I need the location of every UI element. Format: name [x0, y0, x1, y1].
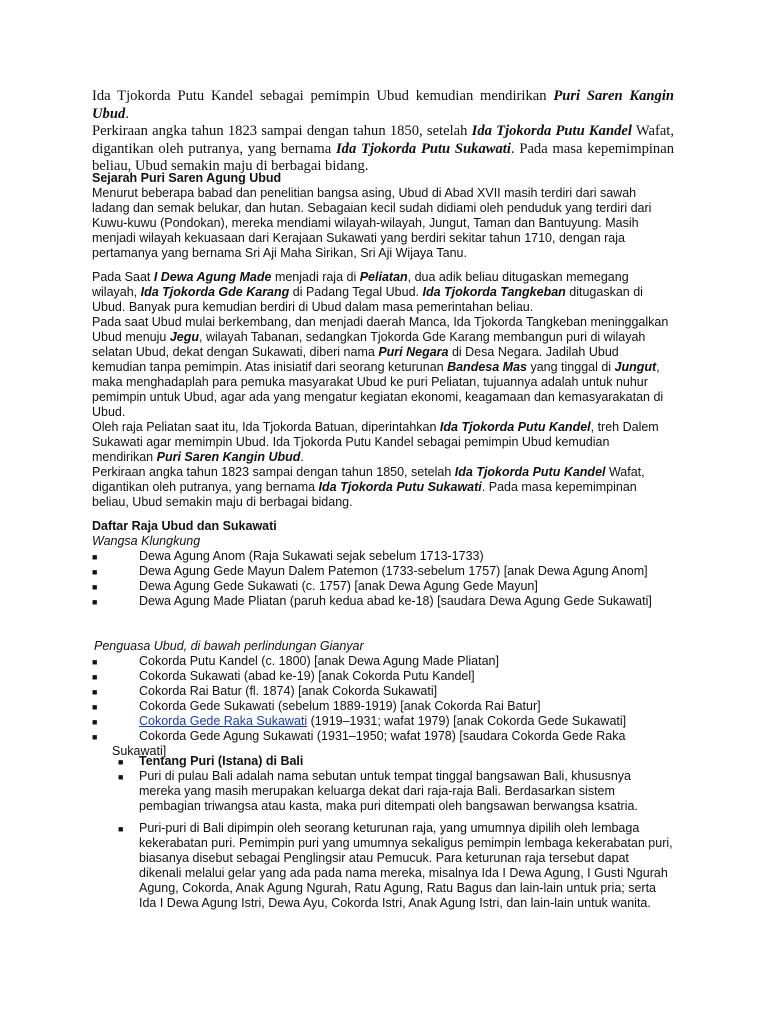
cokorda-gede-raka-sukawati-link[interactable]: Cokorda Gede Raka Sukawati [139, 714, 308, 728]
square-bullet-icon: ■ [92, 582, 98, 592]
list-item: ■ Cokorda Rai Batur (fl. 1874) [anak Cokorda Sukawati] [92, 684, 438, 698]
square-bullet-icon: ■ [92, 702, 98, 712]
square-bullet-icon: ■ [92, 717, 98, 727]
penguasa-ubud-subheading: Penguasa Ubud, di bawah perlindungan Gianyar [94, 639, 364, 653]
list-item: ■ Cokorda Gede Agung Sukawati (1931–1950; wafat 1978) [saudara Cokorda Gede Raka Sukawati] [92, 729, 626, 758]
sejarah-heading: Sejarah Puri Saren Agung Ubud [92, 171, 282, 185]
list-item: ■ Puri-puri di Bali dipimpin oleh seorang keturunan raja, yang umumnya dipilih oleh lembaga kekerabatan puri. Pemimpin puri yang umumnya sekaligus pemimpin lembaga kekerabatan puri, biasanya disebut sebagai Penglingsir atau Pemucuk. Para keturunan raja tersebut dapat dikenali melalui gelar yang ada pada nama mereka, misalnya Ida I Dewa Agung, I Gusti Ngurah Agung, Cokorda, Anak Agung Ngurah, Ratu Agung, Ratu Bagus dan lain-lain untuk pria; serta Ida I Dewa Agung Istri, Dewa Ayu, Cokorda Istri, Anak Agung Istri, dan lain-lain untuk wanita. [118, 821, 673, 910]
sejarah-paragraph-1: Menurut beberapa babad dan penelitian bangsa asing, Ubud di Abad XVII masih terdiri dari sawah ladang dan semak belukar, dan hutan. Sebagaian kecil sudah didiami oleh penduduk yang terdiri dari Kuwu-kuwu (Pondokan), mereka mendiami wilayah-wilayah, Jungut, Taman dan Bantuyung. Masih menjadi wilayah kekuasaan dari Kerajaan Sukawati yang berdiri sekitar tahun 1710, dengan raja pertamanya yang bernama Sri Aji Maha Sirikan, Sri Aji Wijaya Tanu. [92, 186, 652, 260]
list-item: ■ Cokorda Putu Kandel (c. 1800) [anak Dewa Agung Made Pliatan] [92, 654, 499, 668]
intro-section [92, 88, 674, 176]
square-bullet-icon: ■ [92, 657, 98, 667]
square-bullet-icon: ■ [92, 672, 98, 682]
sejarah-paragraph-2: Pada Saat I Dewa Agung Made menjadi raja di Peliatan, dua adik beliau ditugaskan memegang wilayah, Ida Tjokorda Gde Karang di Padang Tegal Ubud. Ida Tjokorda Tangkeban ditugaskan di Ubud. Banyak pura kemudian berdiri di Ubud dalam masa pemerintahan beliau. [92, 270, 643, 314]
square-bullet-icon: ■ [92, 732, 98, 742]
list-item: ■ Cokorda Sukawati (abad ke-19) [anak Cokorda Putu Kandel] [92, 669, 475, 683]
square-bullet-icon: ■ [118, 757, 124, 767]
tentang-heading: ■ Tentang Puri (Istana) di Bali [118, 754, 304, 768]
square-bullet-icon: ■ [92, 597, 98, 607]
list-item: ■ Dewa Agung Anom (Raja Sukawati sejak sebelum 1713-1733) [92, 549, 484, 563]
wangsa-klungkung-subheading: Wangsa Klungkung [92, 534, 201, 548]
square-bullet-icon: ■ [118, 772, 124, 782]
list-item: ■ Cokorda Gede Raka Sukawati (1919–1931; wafat 1979) [anak Cokorda Gede Sukawati] [92, 714, 627, 728]
list-item: ■ Cokorda Gede Sukawati (sebelum 1889-1919) [anak Cokorda Rai Batur] [92, 699, 541, 713]
wangsa-klungkung-list [92, 549, 652, 609]
sejarah-section [92, 171, 674, 510]
list-item: ■ Dewa Agung Gede Sukawati (c. 1757) [anak Dewa Agung Gede Mayun] [92, 579, 538, 593]
daftar-section [92, 519, 674, 549]
square-bullet-icon: ■ [92, 567, 98, 577]
daftar-heading: Daftar Raja Ubud dan Sukawati [92, 519, 277, 533]
list-item: ■ Dewa Agung Gede Mayun Dalem Patemon (1733-sebelum 1757) [anak Dewa Agung Anom] [92, 564, 648, 578]
intro-paragraph-2: Perkiraan angka tahun 1823 sampai dengan tahun 1850, setelah Ida Tjokorda Putu Kandel Wafat, digantikan oleh putranya, yang bernama Ida Tjokorda Putu Sukawati. Pada masa kepemimpinan beliau, Ubud semakin maju di berbagai bidang. [92, 123, 675, 174]
intro-paragraph-1: Ida Tjokorda Putu Kandel sebagai pemimpin Ubud kemudian mendirikan Puri Saren Kangin Ubud. [92, 88, 674, 122]
sejarah-paragraph-3: Pada saat Ubud mulai berkembang, dan menjadi daerah Manca, Ida Tjokorda Tangkeban meninggalkan Ubud menuju Jegu, wilayah Tabanan, sedangkan Tjokorda Gde Karang membangun puri di wilayah selatan Ubud, dekat dengan Sukawati, diberi nama Puri Negara di Desa Negara. Jadilah Ubud kemudian tanpa pemimpin. Atas inisiatif dari seorang keturunan Bandesa Mas yang tinggal di Jungut, maka menghadaplah para pemuka masyarakat Ubud ke puri Peliatan, tujuannya adalah untuk nuhur pemimpin untuk Ubud, agar ada yang mengatur kegiatan ekonomi, keagamaan dan kemasyarakatan di Ubud. [92, 315, 669, 419]
list-item: ■ Puri di pulau Bali adalah nama sebutan untuk tempat tinggal bangsawan Bali, khususnya mereka yang masih merupakan keluarga dekat dari raja-raja Bali. Berdasarkan sistem pembagian triwangsa atau kasta, maka puri ditempati oleh bangsawan berwangsa ksatria. [118, 769, 638, 813]
sejarah-paragraph-5: Perkiraan angka tahun 1823 sampai dengan tahun 1850, setelah Ida Tjokorda Putu Kandel Wafat, digantikan oleh putranya, yang bernama Ida Tjokorda Putu Sukawati. Pada masa kepemimpinan beliau, Ubud semakin maju di berbagai bidang. [92, 465, 645, 509]
square-bullet-icon: ■ [118, 824, 124, 834]
square-bullet-icon: ■ [92, 552, 98, 562]
penguasa-ubud-list [92, 654, 670, 759]
square-bullet-icon: ■ [92, 687, 98, 697]
tentang-section [92, 754, 674, 911]
list-item: ■ Dewa Agung Made Pliatan (paruh kedua abad ke-18) [saudara Dewa Agung Gede Sukawati] [92, 594, 652, 608]
sejarah-paragraph-4: Oleh raja Peliatan saat itu, Ida Tjokorda Batuan, diperintahkan Ida Tjokorda Putu Kandel, treh Dalem Sukawati agar memimpin Ubud. Ida Tjokorda Putu Kandel sebagai pemimpin Ubud kemudian mendirikan Puri Saren Kangin Ubud. [92, 420, 659, 464]
